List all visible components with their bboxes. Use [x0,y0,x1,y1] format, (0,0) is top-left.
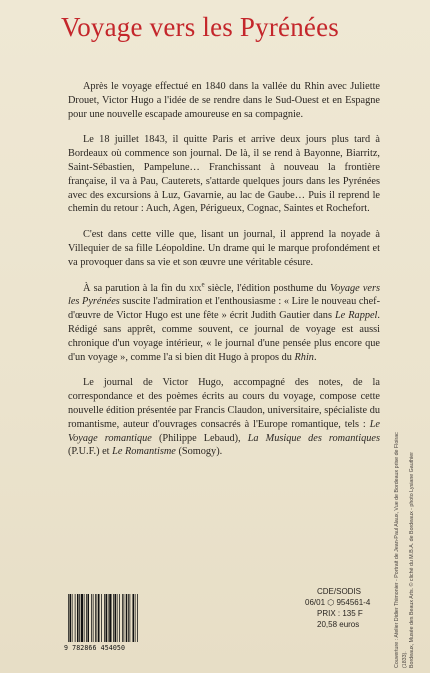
rhin-title: Rhin [294,351,314,363]
century: xix [189,282,202,294]
barcode-icon [66,594,162,642]
price-euros: 20,58 euros [317,620,360,629]
paragraph-4: À sa parution à la fin du xix$^e$ siècle, l'édition posthume du Voyage vers les Pyrénées suscite l'admiration et l'enthousiasme : « Lire le nouveau chef-d'œuvre de Victor Hugo est une fête » écrit Judith Gautier dans Le Rappel. Rédigé sans apprêt, comme souvent, ce journal de voyage est aussi chronique d'un voyage intérieur, « le journal d'une pensée plus encore que d'un voyage », comme l'a si bien dit Hugo à propos du Rhin. [68,280,380,363]
work-title: Voyage vers les Pyrénées [68,282,380,308]
isbn-number: 9 782866 454050 [64,644,126,652]
barcode-block [64,594,164,654]
paragraph-5: Le journal de Victor Hugo, accompagné des notes, de la correspondance et des poèmes écrits au cours du voyage, compose cette nouvelle édition présentée par Francis Claudon, universitaire, spécialiste du romantisme, auteur d'ouvrages consacrés à l'Europe romantique, tels : Le Voyage romantique (Philippe Lebaud), La Musique des romantiques (P.U.F.) et Le Romantisme (Somogy). [68,377,381,458]
cover-credits: Couverture : Atelier Didier Thimonier - Portrait de Jean-Paul Alaux, Vue de Bordeaux prise de Floirac (1833). Bordeaux, Musée des Beaux Arts. © cliché du M.B.A. de Bordeaux - photo Lysiane Gauthier [394,432,415,668]
paragraph-1: Après le voyage effectué en 1840 dans la vallée du Rhin avec Juliette Drouet, Victor Hugo a l'idée de se rendre dans le Sud-Ouest et en Espagne pour une nouvelle escapade amoureuse en sa compagnie. [68,81,380,120]
product-code: 06/01 ⬡ 954561-4 [305,598,371,607]
paragraph-3: C'est dans cette ville que, lisant un journal, il apprend la noyade à Villequier de sa fille Léopoldine. Un drame qui le marque profondément et va provoquer dans sa vie et son œuvre une véritable césure. [68,229,380,268]
page-title: Voyage vers les Pyrénées [61,12,339,42]
price-francs: PRIX : 135 F [317,609,363,618]
logo-icon: ⬡ [327,598,335,607]
paragraph-2: Le 18 juillet 1843, il quitte Paris et arrive deux jours plus tard à Bordeaux où commence son journal. De là, il se rend à Bayonne, Biarritz, Saint-Sébastien, Pampelune… Franchissant à nouveau la frontière française, il va à Pau, Cauterets, s'attarde quelques jours dans les Pyrénées avec des excursions à Luz, Gavarnie, au lac de Gaube… Puis il reprend le chemin du retour : Auch, Agen, Périgueux, Cognac, Saintes et Rochefort. [68,134,380,215]
price-info [305,586,385,630]
newspaper-title: Le Rappel [334,310,378,322]
description-text [68,80,380,459]
distributor: CDE/SODIS [317,587,362,596]
